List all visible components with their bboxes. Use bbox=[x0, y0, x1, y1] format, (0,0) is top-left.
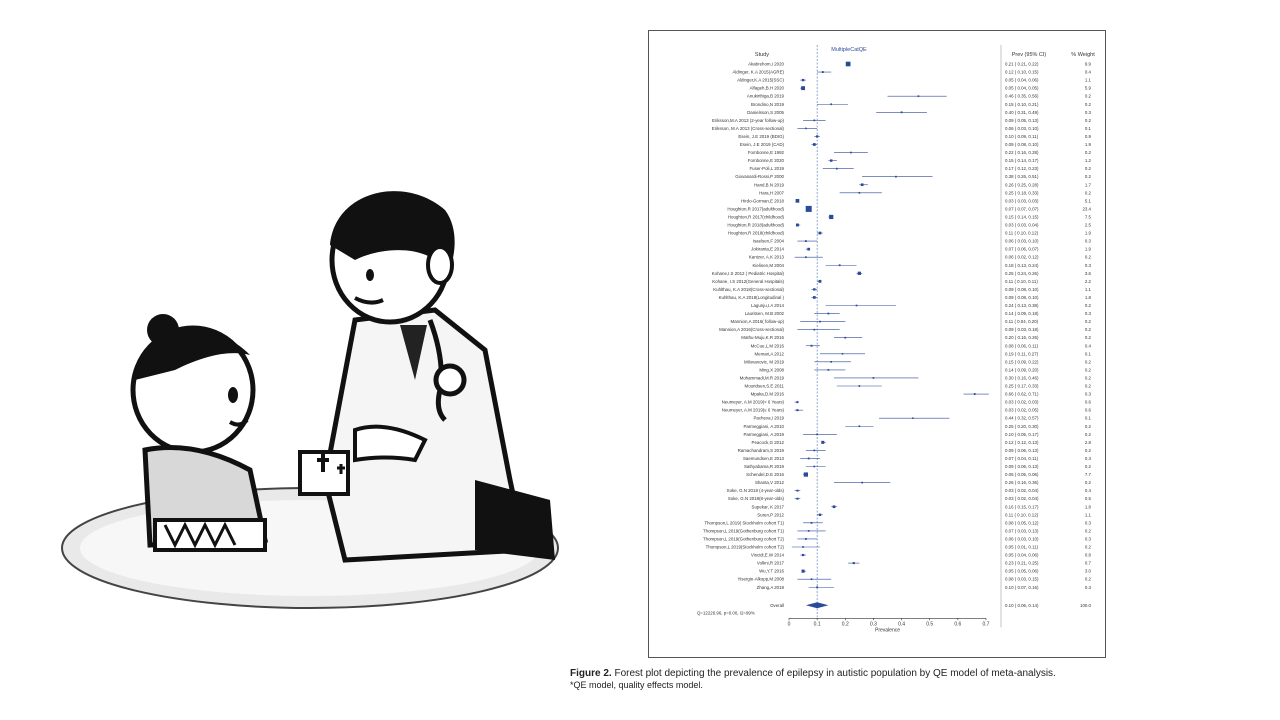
point-estimate bbox=[895, 176, 897, 178]
study-label: Lauritsen, M.B 2002 bbox=[744, 311, 784, 317]
study-label: Viscidi,E.W 2014 bbox=[750, 552, 784, 558]
study-label: Fuser-Poli,L 2019 bbox=[749, 166, 784, 172]
weight-label: 0.2 bbox=[1084, 431, 1091, 437]
weight-label: 1.2 bbox=[1084, 158, 1091, 164]
overall-weight-label: 100.0 bbox=[1080, 602, 1091, 608]
study-label: Alfageh,B.H 2020 bbox=[749, 85, 784, 91]
x-tick-label: 0.5 bbox=[926, 621, 934, 628]
point-estimate bbox=[850, 152, 852, 154]
ci-label: 0.14 ( 0.09, 0.20) bbox=[1005, 367, 1039, 373]
study-label: Aldinger,K.A 2015(SSC) bbox=[737, 77, 784, 83]
ci-label: 0.10 ( 0.07, 0.16) bbox=[1005, 584, 1039, 590]
study-label: Hirdo-Gorman,E 2018 bbox=[741, 198, 784, 204]
caption-label: Figure 2. bbox=[570, 668, 612, 679]
weight-label: 0.2 bbox=[1084, 447, 1091, 453]
study-label: Peacock,G 2012 bbox=[751, 439, 784, 445]
x-axis-label: Prevalence bbox=[874, 627, 901, 634]
study-label: Schendel,D.E 2016 bbox=[746, 472, 784, 478]
weight-label: 3.6 bbox=[1084, 270, 1091, 276]
weight-label: 0.2 bbox=[1084, 166, 1091, 172]
point-estimate bbox=[827, 313, 829, 315]
point-estimate bbox=[811, 345, 813, 347]
study-label: Yisergin-Alkopp,M 2008 bbox=[737, 576, 784, 582]
weight-label: 2.8 bbox=[1084, 439, 1091, 445]
ci-label: 0.09 ( 0.06, 0.13) bbox=[1005, 464, 1039, 469]
ci-label: 0.03 ( 0.03, 0.04) bbox=[1005, 222, 1039, 228]
weight-label: 0.2 bbox=[1084, 174, 1091, 180]
point-estimate bbox=[802, 570, 805, 573]
ci-label: 0.40 ( 0.31, 0.49) bbox=[1005, 109, 1039, 115]
study-label: Kohane, I.S 2012(General Hospitals) bbox=[712, 278, 784, 284]
study-label: Ramachandram,S 2019 bbox=[737, 447, 784, 453]
ci-label: 0.07 ( 0.06, 0.07) bbox=[1005, 246, 1039, 252]
point-estimate bbox=[813, 288, 815, 290]
weight-label: 0.2 bbox=[1084, 327, 1091, 333]
point-estimate bbox=[819, 232, 822, 235]
study-label: Milovanovic, M 2019 bbox=[743, 359, 784, 365]
overall-ci-label: 0.10 ( 0.06, 0.14) bbox=[1005, 602, 1039, 608]
forest-plot-figure bbox=[648, 30, 1106, 658]
ci-label: 0.03 ( 0.02, 0.04) bbox=[1005, 496, 1039, 502]
point-estimate bbox=[822, 71, 824, 73]
ci-label: 0.25 ( 0.24, 0.26) bbox=[1005, 270, 1039, 276]
weight-label: 0.3 bbox=[1084, 536, 1091, 542]
weight-label: 0.3 bbox=[1084, 311, 1091, 317]
point-estimate bbox=[830, 361, 832, 363]
study-label: Eriksson,M.A 2013 (2-year follow-up) bbox=[712, 117, 784, 123]
weight-label: 0.1 bbox=[1084, 351, 1091, 357]
ci-label: 0.08 ( 0.06, 0.11) bbox=[1005, 343, 1039, 349]
weight-label: 23.4 bbox=[1082, 206, 1091, 212]
forest-header bbox=[755, 47, 1095, 58]
ci-label: 0.12 ( 0.10, 0.15) bbox=[1005, 69, 1039, 75]
study-label: Hand,B.N 2019 bbox=[753, 182, 784, 188]
x-tick-label: 0.4 bbox=[898, 621, 906, 628]
ci-label: 0.12 ( 0.12, 0.13) bbox=[1005, 439, 1039, 445]
overall-diamond bbox=[806, 602, 829, 608]
study-label: Saemundsen,E 2013 bbox=[742, 455, 784, 461]
study-label: Shanta,V 2012 bbox=[754, 480, 784, 486]
study-label: Mpaka,D.M 2016 bbox=[750, 391, 784, 397]
weight-label: 0.9 bbox=[1084, 133, 1091, 139]
point-estimate bbox=[807, 248, 810, 251]
point-estimate bbox=[859, 192, 861, 194]
study-label: Fombonne,E 2020 bbox=[747, 158, 784, 164]
weight-label: 0.3 bbox=[1084, 455, 1091, 461]
study-label: Houghton,R 2018(childhood) bbox=[727, 230, 784, 236]
weight-label: 0.3 bbox=[1084, 584, 1091, 590]
ci-label: 0.03 ( 0.03, 0.03) bbox=[1005, 198, 1039, 204]
ci-label: 0.38 ( 0.26, 0.51) bbox=[1005, 174, 1039, 180]
ci-label: 0.07 ( 0.07, 0.07) bbox=[1005, 206, 1039, 212]
point-estimate bbox=[819, 280, 822, 283]
ci-label: 0.20 ( 0.16, 0.26) bbox=[1005, 335, 1039, 341]
point-estimate bbox=[974, 393, 976, 395]
ci-label: 0.11 ( 0.04, 0.20) bbox=[1005, 319, 1039, 325]
overall-label: Overall bbox=[770, 602, 784, 608]
study-label: Mannion,A 2016(Cross-sectional) bbox=[719, 327, 784, 333]
point-estimate bbox=[813, 296, 816, 299]
study-label: Akabrehom,I 2020 bbox=[748, 61, 784, 67]
point-estimate bbox=[846, 62, 851, 67]
weight-label: 3.0 bbox=[1084, 568, 1091, 574]
ci-label: 0.21 ( 0.21, 0.22) bbox=[1005, 61, 1039, 67]
point-estimate bbox=[796, 409, 798, 411]
point-estimate bbox=[804, 472, 808, 476]
weight-label: 0.2 bbox=[1084, 150, 1091, 156]
ci-label: 0.15 ( 0.14, 0.15) bbox=[1005, 214, 1039, 220]
study-label: Volkni,R 2017 bbox=[756, 560, 784, 566]
point-estimate bbox=[805, 240, 807, 242]
point-estimate bbox=[873, 377, 875, 379]
point-estimate bbox=[811, 578, 813, 580]
ci-label: 0.22 ( 0.16, 0.28) bbox=[1005, 150, 1039, 156]
study-label: Houghton,R 2018(adulthood) bbox=[727, 222, 784, 228]
ci-label: 0.15 ( 0.14, 0.17) bbox=[1005, 158, 1039, 164]
weight-label: 0.2 bbox=[1084, 359, 1091, 365]
x-tick-label: 0.3 bbox=[869, 621, 877, 628]
weight-label: 1.1 bbox=[1084, 77, 1091, 83]
weight-label: 0.4 bbox=[1084, 343, 1091, 349]
x-tick-label: 0 bbox=[787, 621, 791, 628]
weight-label: 1.7 bbox=[1084, 182, 1091, 188]
forest-plot bbox=[649, 31, 1105, 657]
weight-label: 0.6 bbox=[1084, 407, 1091, 413]
ci-label: 0.08 ( 0.05, 0.12) bbox=[1005, 520, 1039, 526]
study-label: Memari,A 2012 bbox=[754, 351, 784, 357]
point-estimate bbox=[813, 143, 816, 146]
point-estimate bbox=[808, 530, 810, 532]
weight-label: 0.2 bbox=[1084, 375, 1091, 381]
study-label: Sathyabama,R 2019 bbox=[743, 464, 784, 469]
weight-label: 0.3 bbox=[1084, 109, 1091, 115]
weight-label: 7.5 bbox=[1084, 214, 1091, 220]
ci-label: 0.03 ( 0.02, 0.03) bbox=[1005, 399, 1039, 405]
point-estimate bbox=[802, 79, 804, 81]
ci-label: 0.19 ( 0.11, 0.27) bbox=[1005, 351, 1039, 357]
study-label: Brondino,N 2019 bbox=[751, 101, 784, 107]
study-label: Anukirthiga,B 2019 bbox=[746, 93, 784, 99]
study-label: Fombonne,E 1992 bbox=[747, 150, 784, 156]
ci-label: 0.05 ( 0.04, 0.06) bbox=[1005, 552, 1039, 558]
point-estimate bbox=[844, 337, 846, 339]
point-estimate bbox=[859, 425, 861, 427]
weight-label: 0.2 bbox=[1084, 319, 1091, 325]
ci-label: 0.09 ( 0.08, 0.10) bbox=[1005, 142, 1039, 147]
weight-label: 7.7 bbox=[1084, 472, 1091, 478]
ci-label: 0.09 ( 0.03, 0.18) bbox=[1005, 327, 1039, 333]
point-estimate bbox=[813, 120, 815, 122]
point-estimate bbox=[830, 103, 832, 105]
ci-label: 0.07 ( 0.04, 0.11) bbox=[1005, 455, 1039, 461]
weight-label: 0.2 bbox=[1084, 367, 1091, 373]
study-label: Kantzer, A.K 2013 bbox=[748, 254, 784, 260]
weight-label: 1.9 bbox=[1084, 230, 1091, 236]
point-estimate bbox=[819, 321, 821, 323]
ci-label: 0.15 ( 0.09, 0.22) bbox=[1005, 359, 1039, 365]
point-estimate bbox=[861, 482, 863, 484]
study-label: Esein, J.E 2019 (BDIG) bbox=[738, 133, 784, 139]
point-estimate bbox=[813, 329, 815, 331]
study-label: McCue,L.M 2016 bbox=[750, 343, 784, 349]
ci-label: 0.08 ( 0.03, 0.15) bbox=[1005, 576, 1039, 582]
study-label: Danielsson,S 2005 bbox=[747, 109, 784, 115]
weight-label: 0.2 bbox=[1084, 101, 1091, 107]
ci-label: 0.03 ( 0.02, 0.05) bbox=[1005, 407, 1039, 413]
point-estimate bbox=[912, 417, 914, 419]
study-label: Giovanardi-Rossi,P 2000 bbox=[735, 174, 784, 180]
weight-label: 0.7 bbox=[1084, 560, 1091, 566]
point-estimate bbox=[801, 86, 805, 90]
study-label: Houghton,R 2017(adulthood) bbox=[727, 206, 784, 212]
ci-label: 0.05 ( 0.04, 0.06) bbox=[1005, 77, 1039, 83]
x-tick-label: 0.6 bbox=[954, 621, 962, 628]
weight-label: 0.2 bbox=[1084, 254, 1091, 260]
point-estimate bbox=[805, 538, 807, 540]
study-label: Kuhlthau, K.A 2018(Longitudinal ) bbox=[718, 294, 784, 300]
ci-label: 0.46 ( 0.35, 0.56) bbox=[1005, 93, 1039, 99]
study-label: Neumeyer, A.M 2019(≥ 6 Years) bbox=[721, 407, 784, 413]
ci-label: 0.26 ( 0.25, 0.28) bbox=[1005, 182, 1039, 188]
study-label: Neumeyer, A.M 2019(< 6 Years) bbox=[721, 399, 784, 405]
point-estimate bbox=[859, 385, 861, 387]
weight-label: 1.8 bbox=[1084, 504, 1091, 510]
weight-label: 0.1 bbox=[1084, 125, 1091, 131]
study-label: Eriksson, M.A 2013 (Cross-sectional) bbox=[711, 125, 784, 131]
study-label: Ming,X 2008 bbox=[759, 367, 784, 373]
ci-label: 0.10 ( 0.09, 0.11) bbox=[1005, 133, 1039, 139]
weight-label: 5.1 bbox=[1084, 198, 1091, 204]
weight-label: 0.2 bbox=[1084, 423, 1091, 429]
study-label: Thompson,L 2019(Gothenburg cohort T1) bbox=[702, 528, 784, 534]
weight-label: 0.1 bbox=[1084, 415, 1091, 421]
point-estimate bbox=[830, 159, 832, 161]
study-label: Pacheva,I 2019 bbox=[753, 415, 784, 421]
ci-label: 0.05 ( 0.05, 0.06) bbox=[1005, 568, 1039, 574]
study-label: Hara,H 2007 bbox=[759, 190, 784, 196]
ci-label: 0.15 ( 0.10, 0.21) bbox=[1005, 101, 1039, 107]
ci-label: 0.10 ( 0.05, 0.17) bbox=[1005, 431, 1039, 437]
study-label: Aldinger, K.A 2015(AGRE) bbox=[732, 69, 784, 75]
point-estimate bbox=[796, 224, 799, 227]
point-estimate bbox=[805, 256, 807, 258]
point-estimate bbox=[802, 546, 804, 548]
ci-label: 0.06 ( 0.02, 0.12) bbox=[1005, 254, 1039, 260]
point-estimate bbox=[819, 514, 821, 516]
ci-label: 0.18 ( 0.13, 0.24) bbox=[1005, 262, 1039, 268]
study-label: Isaelsen,F 2004 bbox=[752, 238, 784, 244]
study-label: Soke, G.N 2018(8-year-olds) bbox=[727, 496, 784, 502]
ci-label: 0.11 ( 0.10, 0.12) bbox=[1005, 230, 1039, 236]
weight-label: 0.2 bbox=[1084, 190, 1091, 196]
study-label: Thompson,L 2019( Stockholm cohort T1) bbox=[704, 520, 784, 526]
weight-label: 0.5 bbox=[1084, 496, 1091, 502]
ci-label: 0.09 ( 0.08, 0.10) bbox=[1005, 286, 1039, 292]
weight-label: 0.2 bbox=[1084, 93, 1091, 99]
weight-label: 0.2 bbox=[1084, 544, 1091, 550]
heterogeneity-label: Q=12226.96, p=0.00, I2=99% bbox=[697, 610, 755, 616]
point-estimate bbox=[816, 433, 818, 435]
point-estimate bbox=[796, 498, 798, 500]
study-label: Parmeggiani, A 2010 bbox=[743, 423, 784, 429]
weight-label: 0.2 bbox=[1084, 480, 1091, 486]
ci-label: 0.25 ( 0.17, 0.33) bbox=[1005, 383, 1039, 389]
study-label: Mathu-Muju,K.R 2016 bbox=[741, 335, 784, 341]
header-estimate: Prev (95% CI) bbox=[1011, 52, 1047, 58]
ci-label: 0.09 ( 0.05, 0.13) bbox=[1005, 117, 1039, 123]
weight-label: 1.8 bbox=[1084, 294, 1091, 300]
study-label: Jokiranta,E 2014 bbox=[751, 246, 784, 252]
header-model: MultipleCatQE bbox=[831, 47, 867, 53]
point-estimate bbox=[829, 215, 833, 219]
ci-label: 0.06 ( 0.03, 0.10) bbox=[1005, 125, 1039, 131]
study-label: Mannion,A 2016( follow-up) bbox=[730, 319, 784, 325]
point-estimate bbox=[839, 264, 841, 266]
study-label: Suren,P 2012 bbox=[757, 512, 784, 518]
weight-label: 1.1 bbox=[1084, 512, 1091, 518]
study-label: Kuhlthau, K.A 2018(Cross-sectional) bbox=[713, 286, 784, 292]
ci-label: 0.25 ( 0.18, 0.33) bbox=[1005, 190, 1039, 196]
ci-label: 0.06 ( 0.03, 0.10) bbox=[1005, 238, 1039, 244]
weight-label: 0.2 bbox=[1084, 383, 1091, 389]
point-estimate bbox=[816, 586, 818, 588]
study-label: Wu,Y.T 2016 bbox=[759, 568, 784, 574]
ci-label: 0.44 ( 0.32, 0.57) bbox=[1005, 415, 1039, 421]
ci-label: 0.11 ( 0.10, 0.11) bbox=[1005, 278, 1038, 284]
ci-label: 0.09 ( 0.08, 0.10) bbox=[1005, 294, 1039, 300]
point-estimate bbox=[853, 562, 855, 564]
point-estimate bbox=[858, 272, 861, 275]
weight-label: 0.3 bbox=[1084, 391, 1091, 397]
weight-label: 0.2 bbox=[1084, 335, 1091, 341]
weight-label: 0.6 bbox=[1084, 399, 1091, 405]
study-label: Mohammadi,M.R 2019 bbox=[739, 375, 784, 381]
figure-caption bbox=[570, 668, 1270, 691]
weight-label: 0.2 bbox=[1084, 303, 1091, 308]
ci-label: 0.16 ( 0.15, 0.17) bbox=[1005, 504, 1039, 510]
point-estimate bbox=[796, 490, 798, 492]
point-estimate bbox=[861, 183, 864, 186]
weight-label: 0.8 bbox=[1084, 552, 1091, 558]
point-estimate bbox=[813, 466, 815, 468]
weight-label: 0.4 bbox=[1084, 488, 1091, 494]
point-estimate bbox=[802, 554, 804, 556]
header-weight: % Weight bbox=[1071, 52, 1095, 58]
point-estimate bbox=[833, 505, 836, 508]
ci-label: 0.11 ( 0.10, 0.12) bbox=[1005, 512, 1039, 518]
ci-label: 0.14 ( 0.09, 0.18) bbox=[1005, 311, 1039, 317]
study-label: Soke, G.N 2018 (4-year-olds) bbox=[726, 488, 784, 494]
ci-label: 0.06 ( 0.05, 0.06) bbox=[1005, 472, 1039, 478]
weight-label: 1.9 bbox=[1084, 246, 1091, 252]
study-label: Houghton,R 2017(childhood) bbox=[727, 214, 784, 220]
point-estimate bbox=[918, 95, 920, 97]
doctor-child-illustration bbox=[55, 150, 575, 620]
weight-label: 0.2 bbox=[1084, 528, 1091, 534]
ci-label: 0.30 ( 0.16, 0.46) bbox=[1005, 375, 1039, 381]
ci-label: 0.66 ( 0.62, 0.71) bbox=[1005, 391, 1039, 397]
weight-label: 9.9 bbox=[1084, 61, 1091, 67]
point-estimate bbox=[796, 401, 798, 403]
point-estimate bbox=[836, 168, 838, 170]
weight-label: 0.3 bbox=[1084, 238, 1091, 244]
ci-label: 0.25 ( 0.20, 0.30) bbox=[1005, 423, 1039, 429]
study-label: Zhang,A 2019 bbox=[756, 584, 784, 590]
point-estimate bbox=[816, 135, 818, 137]
x-tick-label: 0.7 bbox=[982, 621, 990, 628]
caption-text: Forest plot depicting the prevalence of epilepsy in autistic population by QE model of meta-analysis. bbox=[614, 668, 1056, 679]
point-estimate bbox=[856, 305, 858, 307]
point-estimate bbox=[806, 206, 812, 212]
weight-label: 0.3 bbox=[1084, 520, 1091, 526]
study-label: Supekar, K 2017 bbox=[751, 504, 784, 510]
weight-label: 2.2 bbox=[1084, 278, 1091, 284]
x-tick-label: 0.2 bbox=[841, 621, 849, 628]
study-label: Thompson,L 2019(Gothenburg cohort T2) bbox=[702, 536, 784, 542]
ci-label: 0.05 ( 0.04, 0.05) bbox=[1005, 85, 1039, 91]
point-estimate bbox=[828, 369, 830, 371]
weight-label: 1.9 bbox=[1084, 142, 1091, 147]
ci-label: 0.23 ( 0.21, 0.25) bbox=[1005, 560, 1039, 566]
study-label: Kohane,I.S 2012 ( Pediatric Hospital) bbox=[711, 270, 784, 276]
ci-label: 0.24 ( 0.13, 0.38) bbox=[1005, 303, 1039, 308]
point-estimate bbox=[901, 111, 903, 113]
ci-label: 0.26 ( 0.16, 0.36) bbox=[1005, 480, 1039, 486]
study-label: Esein, J.E 2019 (CAD) bbox=[739, 142, 784, 147]
point-estimate bbox=[811, 522, 813, 524]
ci-label: 0.03 ( 0.02, 0.04) bbox=[1005, 488, 1039, 494]
weight-label: 0.2 bbox=[1084, 576, 1091, 582]
study-label: Mouridsen,S.E 2011 bbox=[744, 383, 784, 389]
study-label: Thompson,L 2019(Stockholm cohort T2) bbox=[705, 544, 784, 550]
point-estimate bbox=[842, 353, 844, 355]
point-estimate bbox=[805, 128, 807, 130]
ci-label: 0.05 ( 0.01, 0.11) bbox=[1005, 544, 1039, 550]
weight-label: 5.9 bbox=[1084, 85, 1091, 91]
study-label: Kielinen,M 2004 bbox=[752, 262, 784, 268]
study-label: Lagunju,I.A 2014 bbox=[751, 303, 784, 308]
weight-label: 0.2 bbox=[1084, 117, 1091, 123]
header-study: Study bbox=[754, 52, 769, 58]
weight-label: 1.1 bbox=[1084, 286, 1091, 292]
weight-label: 2.5 bbox=[1084, 222, 1091, 228]
ci-label: 0.17 ( 0.12, 0.23) bbox=[1005, 166, 1039, 172]
ci-label: 0.07 ( 0.03, 0.13) bbox=[1005, 528, 1039, 534]
weight-label: 0.4 bbox=[1084, 69, 1091, 75]
x-tick-label: 0.1 bbox=[813, 621, 821, 628]
caption-footnote: *QE model, quality effects model. bbox=[570, 680, 703, 690]
ci-label: 0.09 ( 0.06, 0.13) bbox=[1005, 447, 1039, 453]
point-estimate bbox=[821, 441, 824, 444]
ci-label: 0.06 ( 0.03, 0.10) bbox=[1005, 536, 1039, 542]
point-estimate bbox=[813, 450, 815, 452]
weight-label: 0.2 bbox=[1084, 464, 1091, 469]
weight-label: 0.3 bbox=[1084, 262, 1091, 268]
point-estimate bbox=[796, 199, 800, 203]
point-estimate bbox=[808, 458, 810, 460]
study-label: Parmeggiani, A 2019 bbox=[743, 431, 784, 437]
